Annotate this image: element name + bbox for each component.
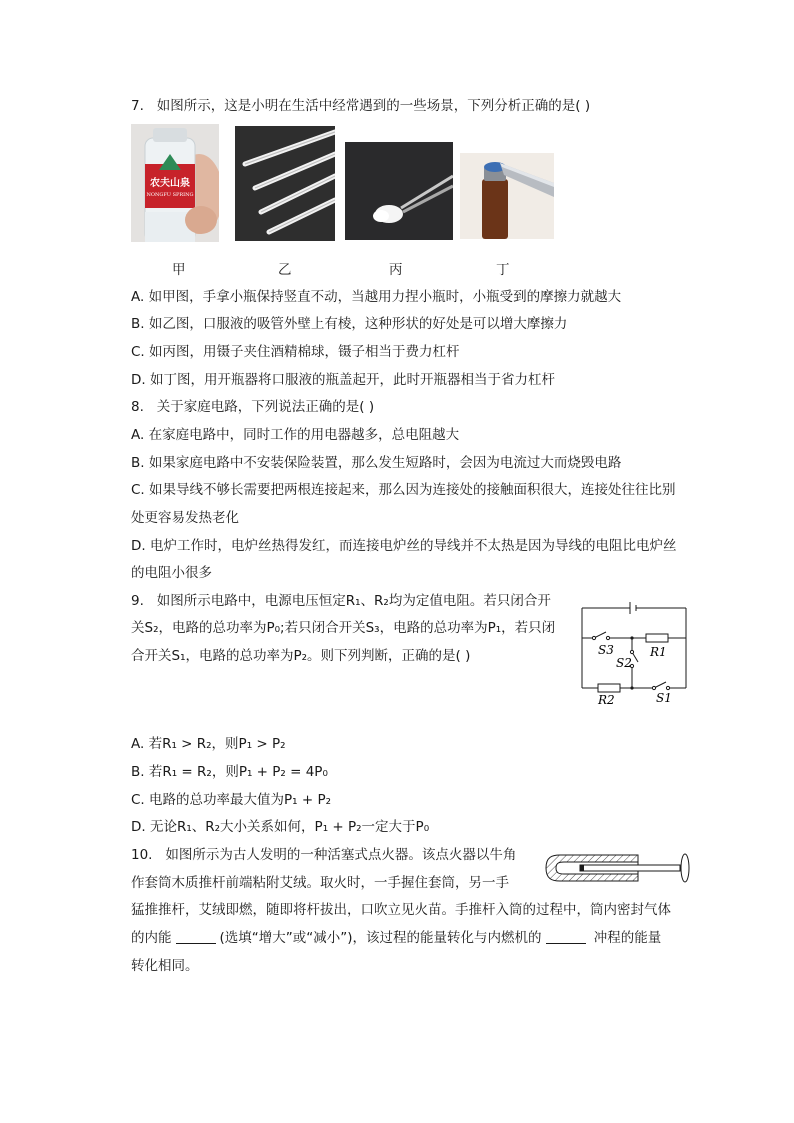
q9-stem-text-1: 如图所示电路中，电源电压恒定R₁、R₂均为定值电阻。若只闭合开 (156, 593, 551, 609)
q9-option-a: A. 若R₁ > R₂，则P₁ > P₂ (131, 736, 286, 752)
q10-line2: 作套筒木质推杆前端粘附艾绒。取火时，一手握住套筒，另一手 (131, 875, 509, 891)
circuit-label-r2: R2 (598, 693, 615, 707)
caption-ding: 丁 (496, 262, 510, 278)
q7-option-b: B. 如乙图，口服液的吸管外壁上有棱，这种形状的好处是可以增大摩擦力 (131, 316, 568, 332)
q7-number: 7. (131, 98, 144, 114)
q10-text-1: 如图所示为古人发明的一种活塞式点火器。该点火器以牛角 (165, 847, 517, 863)
q7-option-a: A. 如甲图，手拿小瓶保持竖直不动，当越用力捏小瓶时，小瓶受到的摩擦力就越大 (131, 289, 622, 305)
q8-option-c: C. 如果导线不够长需要把两根连接起来，那么因为连接处的接触面积很大，连接处往往比别 (131, 482, 676, 498)
q8-option-d: D. 电炉工作时，电炉丝热得发红，而连接电炉丝的导线并不太热是因为导线的电阻比电炉丝 (131, 538, 677, 554)
q10-line5: 转化相同。 (131, 958, 199, 974)
q10-blank-1[interactable] (176, 929, 216, 944)
photo-ding-opener (460, 153, 554, 239)
q9-stem-line1 (131, 591, 551, 611)
opener-illustration (460, 153, 554, 239)
q9-stem-line3: 合开关S₁，电路的总功率为P₂。则下列判断，正确的是( ) (131, 648, 471, 664)
q10-line4 (131, 928, 661, 948)
circuit-label-s1: S1 (656, 691, 672, 705)
q10-text-4c: 冲程的能量 (589, 930, 662, 946)
q9-circuit-diagram (574, 596, 694, 708)
bottle-brand-text: 农夫山泉 (150, 178, 190, 189)
q8-option-a: A. 在家庭电路中，同时工作的用电器越多，总电阻越大 (131, 427, 460, 443)
q8-option-d-cont: 的电阻小很多 (131, 565, 212, 581)
q10-text-4a: 的内能 (131, 930, 172, 946)
straws-illustration (235, 126, 335, 241)
caption-jia: 甲 (172, 262, 186, 278)
bottle-illustration (131, 124, 219, 242)
q8-stem (131, 397, 374, 417)
circuit-label-r1: R1 (650, 645, 667, 659)
q8-option-b: B. 如果家庭电路中不安装保险装置，那么发生短路时，会因为电流过大而烧毁电路 (131, 455, 622, 471)
q7-stem-text: 如图所示，这是小明在生活中经常遇到的一些场景，下列分析正确的是( ) (156, 98, 591, 114)
q10-fire-piston-diagram (542, 851, 694, 885)
bottle-brand-sub: NONGFU SPRING (146, 192, 194, 198)
photo-bing-tweezers (345, 142, 453, 240)
circuit-label-s2: S2 (616, 656, 632, 670)
q10-text-4b: (选填“增大”或“减小”)，该过程的能量转化与内燃机的 (219, 930, 542, 946)
q8-option-c-cont: 处更容易发热老化 (131, 510, 239, 526)
q8-stem-text: 关于家庭电路，下列说法正确的是( ) (156, 399, 375, 415)
q9-option-b: B. 若R₁ = R₂，则P₁ + P₂ = 4P₀ (131, 764, 328, 780)
q10-number: 10. (131, 847, 153, 863)
q8-number: 8. (131, 399, 144, 415)
q9-stem-line2: 关S₂，电路的总功率为P₀;若只闭合开关S₃，电路的总功率为P₁，若只闭 (131, 620, 556, 636)
q7-option-d: D. 如丁图，用开瓶器将口服液的瓶盖起开，此时开瓶器相当于省力杠杆 (131, 372, 555, 388)
q7-option-c: C. 如丙图，用镊子夹住酒精棉球，镊子相当于费力杠杆 (131, 344, 460, 360)
caption-bing: 丙 (389, 262, 403, 278)
q10-line3: 猛推推杆，艾绒即燃，随即将杆拔出，口吹立见火苗。手推杆入筒的过程中，筒内密封气体 (131, 902, 671, 918)
photo-yi-straws (235, 126, 335, 241)
caption-yi: 乙 (278, 262, 292, 278)
q7-stem (131, 96, 590, 116)
q10-line1 (131, 845, 516, 865)
q10-blank-2[interactable] (546, 929, 586, 944)
photo-jia-bottle (131, 124, 219, 242)
q9-number: 9. (131, 593, 144, 609)
circuit-label-s3: S3 (598, 643, 614, 657)
tweezers-illustration (345, 142, 453, 240)
q9-option-d: D. 无论R₁、R₂大小关系如何，P₁ + P₂一定大于P₀ (131, 819, 430, 835)
q9-option-c: C. 电路的总功率最大值为P₁ + P₂ (131, 792, 332, 808)
